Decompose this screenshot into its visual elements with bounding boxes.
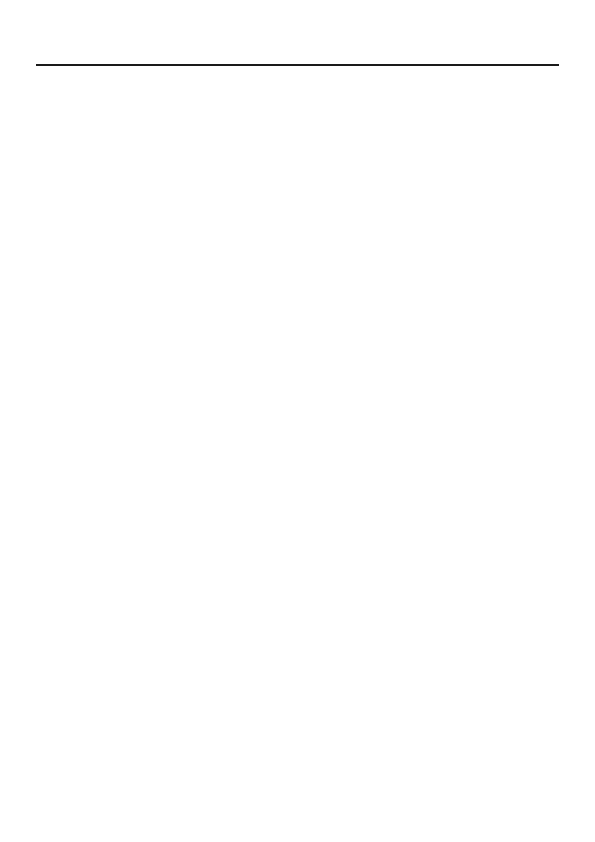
header-divider: [36, 64, 559, 66]
body-columns: [36, 78, 559, 86]
right-column: [305, 78, 560, 86]
left-column: [36, 78, 291, 86]
